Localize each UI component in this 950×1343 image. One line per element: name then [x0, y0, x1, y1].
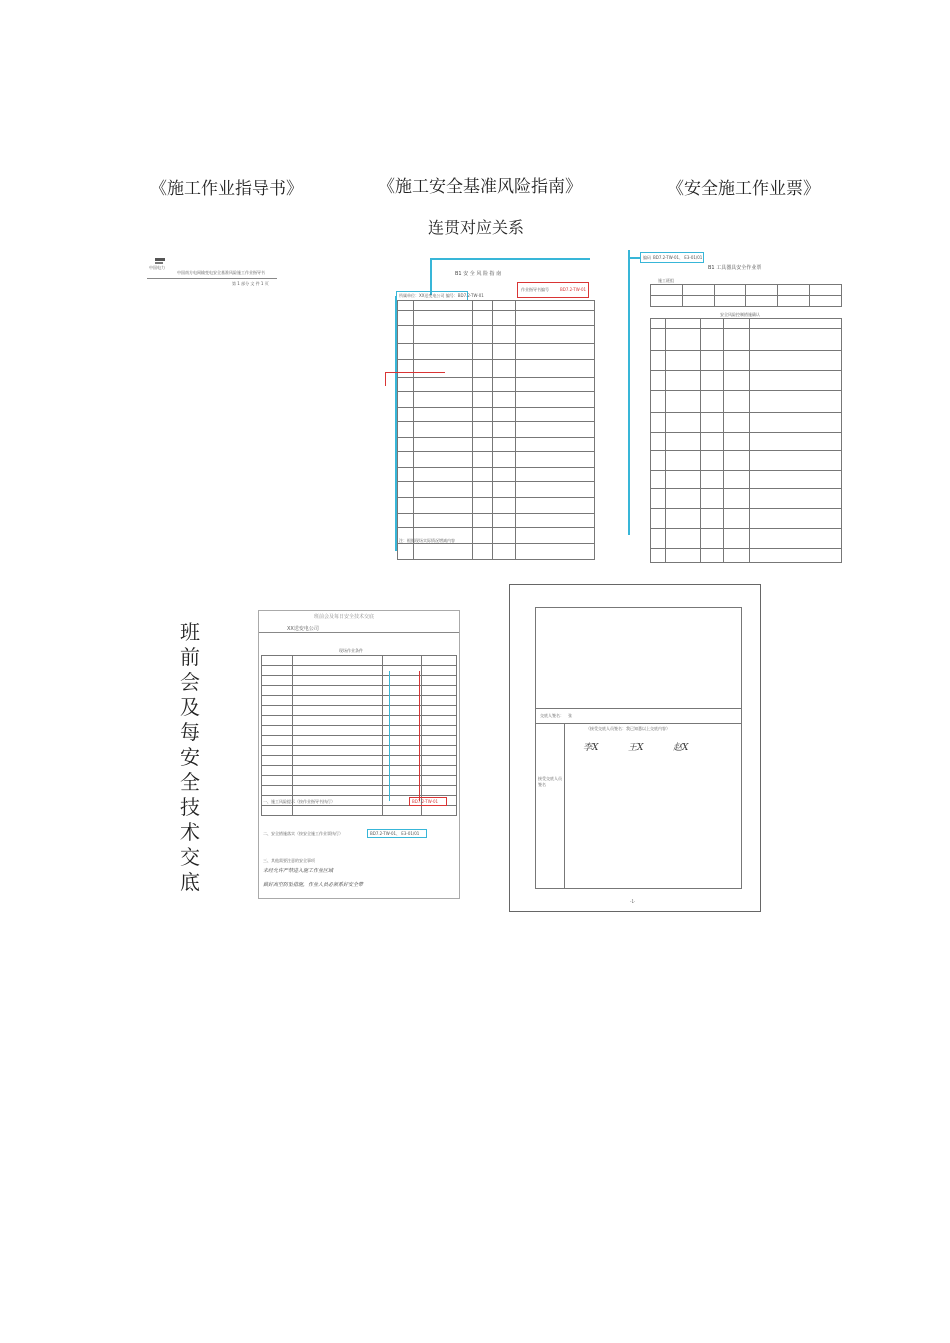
- guide-sub: 第 1 部分 文 件 1 页: [232, 281, 269, 286]
- meeting-code1-box: [409, 797, 447, 806]
- title-ticket: 《安全施工作业票》: [667, 179, 820, 199]
- title-guide: 《施工作业指导书》: [150, 179, 303, 199]
- ticket-document: [628, 250, 843, 535]
- vertical-char: 全: [180, 770, 200, 794]
- risk-footer: 注：根据现场实际情况增减内容: [399, 538, 455, 543]
- signature: 李X: [583, 743, 599, 753]
- ticket-header: B1 工具器具安全作业票: [708, 265, 762, 271]
- meeting-company: XX送变电公司: [287, 626, 319, 632]
- risk-subheader: 所属单位：XX送变电公司 编号：BD7.2-TW-01: [399, 293, 484, 298]
- sign-document: [509, 584, 761, 912]
- ticket-code-box: [640, 252, 704, 263]
- meeting-document: [258, 610, 460, 899]
- risk-header: B1 安 全 风 险 指 南: [455, 271, 502, 277]
- ticket-code-label: 编码: [643, 255, 651, 260]
- meeting-note2: 二、安全措施落实（按安全施工作业票执行）: [263, 831, 343, 836]
- signature: 赵X: [673, 743, 689, 753]
- guide-logo-text: 中国电力: [149, 265, 165, 270]
- vertical-char: 技: [180, 795, 200, 819]
- meeting-hand2: 做好高空防坠措施，作业人员必须系好安全带: [263, 882, 364, 888]
- meeting-note1: 一、施工风险提示（按作业指导书执行）: [263, 799, 335, 804]
- meeting-title: 班前会及每日安全技术交底: [314, 614, 375, 620]
- sign-side-label: 接受交底人员签名: [538, 776, 562, 787]
- guide-title: 中国南方电网输变电安全基准风险施工作业指导书: [177, 270, 265, 275]
- meeting-note3: 三、其他需要注意的安全事项: [263, 858, 315, 863]
- guide-logo: [149, 258, 171, 270]
- vertical-char: 每: [180, 720, 200, 744]
- vertical-label: [180, 620, 204, 895]
- meeting-section-label: 现场作业条件: [339, 648, 363, 653]
- relation-label: 连贯对应关系: [428, 218, 525, 237]
- meeting-table: [261, 655, 457, 816]
- guide-document: [147, 258, 277, 298]
- ticket-top-table: [650, 284, 842, 307]
- meeting-code1: BD7.2-TW-01: [412, 799, 439, 804]
- sign-inner: [535, 607, 742, 889]
- vertical-char: 交: [180, 845, 200, 869]
- risk-table: [397, 300, 595, 560]
- risk-document: [385, 248, 595, 553]
- meeting-code2-box: [367, 829, 427, 838]
- signature: 王X: [628, 743, 644, 753]
- ticket-section: 安全风险控制措施确认: [720, 312, 760, 317]
- vertical-char: 底: [180, 870, 200, 894]
- meeting-hand1: 未经允许严禁进入施工作业区域: [263, 868, 334, 874]
- title-risk: 《施工安全基准风险指南》: [378, 177, 582, 197]
- sign-page-number: -1-: [630, 899, 636, 904]
- vertical-char: 前: [180, 645, 200, 669]
- sign-notice: （接受交底人员签名：我已知悉以上交底内容）: [586, 726, 670, 731]
- meeting-code2: BD7.2-TW-01、 E3-01/01: [370, 831, 420, 836]
- vertical-char: 及: [180, 695, 200, 719]
- vertical-char: 安: [180, 745, 200, 769]
- risk-code: BD7.2-TW-01: [560, 287, 587, 292]
- sign-signer: 张: [568, 713, 572, 718]
- ticket-work-label: 施工班组: [658, 278, 674, 283]
- vertical-char: 班: [180, 620, 200, 644]
- ticket-code: BD7.2-TW-01、 E3-01/01: [653, 255, 703, 260]
- risk-code-label: 作业指导书编号: [521, 287, 549, 292]
- vertical-char: 术: [180, 820, 200, 844]
- risk-code-box: [517, 282, 589, 298]
- sign-label-text: 交底人签名：: [540, 713, 564, 718]
- ticket-table: [650, 318, 842, 563]
- sign-label: [540, 713, 572, 719]
- vertical-char: 会: [180, 670, 200, 694]
